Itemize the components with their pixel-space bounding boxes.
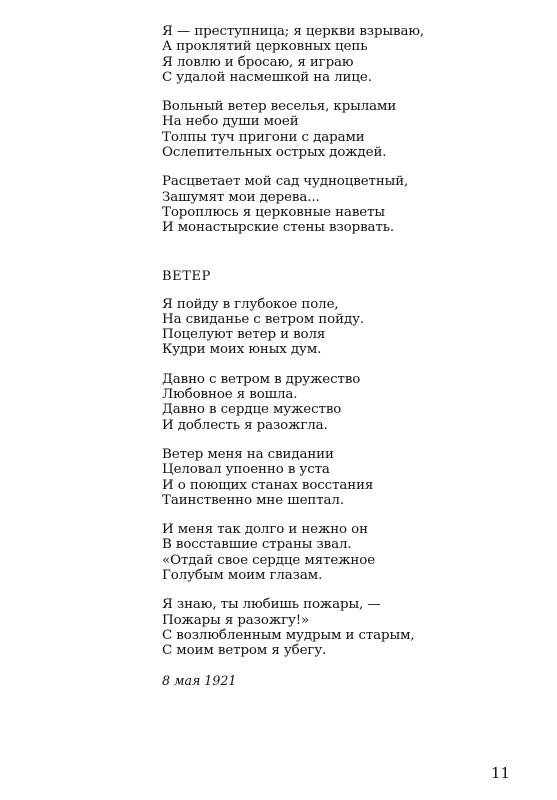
poem-line: Ветер меня на свидании [162, 446, 334, 462]
poem-line: Ослепительных острых дождей. [162, 145, 387, 161]
poem-line: С удалой насмешкой на лице. [162, 69, 372, 85]
poem2-stanza-5 [162, 597, 522, 658]
poem-line: Я — преступница; я церкви взрываю, [162, 24, 425, 39]
poem-line: В восставшие страны звал. [162, 537, 352, 553]
poem-line: Любовное я вошла. [162, 387, 298, 403]
poem-line: С моим ветром я убегу. [162, 643, 327, 659]
poem-line: Поцелуют ветер и воля [162, 327, 326, 343]
poem-line: Кудри моих юных дум. [162, 342, 322, 358]
poem-line: Таинственно мне шептал. [162, 492, 344, 508]
poem2-stanza-4 [162, 522, 522, 583]
poem-line: Я пойду в глубокое поле, [162, 296, 339, 312]
poem-line: На свиданье с ветром пойду. [162, 311, 365, 327]
poem1-stanza-1 [162, 24, 522, 85]
poem-line: Целовал упоенно в уста [162, 462, 330, 478]
poem-line: И монастырские стены взорвать. [162, 220, 395, 236]
poem-line: «Отдай свое сердце мятежное [162, 552, 376, 568]
poem-line: И о поющих станах восстания [162, 477, 374, 493]
poem2-stanza-1 [162, 297, 522, 358]
poem-line: И доблесть я разожгла. [162, 417, 328, 433]
poem-line: А проклятий церковных цепь [162, 39, 368, 55]
poem-date: 8 мая 1921 [162, 672, 237, 688]
poem-line: На небо души моей [162, 114, 299, 130]
poem-line: Вольный ветер веселья, крылами [162, 99, 397, 115]
page-number: 11 [491, 764, 511, 782]
poem2-stanza-3 [162, 447, 522, 508]
poem-line: Давно с ветром в дружество [162, 371, 361, 387]
poem-line: Зашумят мои дерева... [162, 189, 320, 205]
poem-line: Толпы туч пригони с дарами [162, 129, 365, 145]
poem-column [162, 24, 522, 688]
poem1-stanza-3 [162, 174, 522, 235]
poem-line: Расцветает мой сад чудноцветный, [162, 174, 409, 190]
poem2-stanza-2 [162, 372, 522, 433]
poem-line: Давно в сердце мужество [162, 402, 342, 418]
poem-line: И меня так долго и нежно он [162, 522, 368, 538]
poem-line: Я знаю, ты любишь пожары, — [162, 597, 381, 613]
poem-line: Пожары я разожгу!» [162, 612, 310, 628]
section-gap [162, 250, 522, 269]
poem-line: Тороплюсь я церковные наветы [162, 204, 385, 220]
poem-line: С возлюбленным мудрым и старым, [162, 627, 415, 643]
poem-title: ВЕТЕР [162, 268, 211, 284]
poem-line: Голубым моим глазам. [162, 568, 323, 584]
poem1-stanza-2 [162, 99, 522, 160]
poem-line: Я ловлю и бросаю, я играю [162, 54, 354, 70]
